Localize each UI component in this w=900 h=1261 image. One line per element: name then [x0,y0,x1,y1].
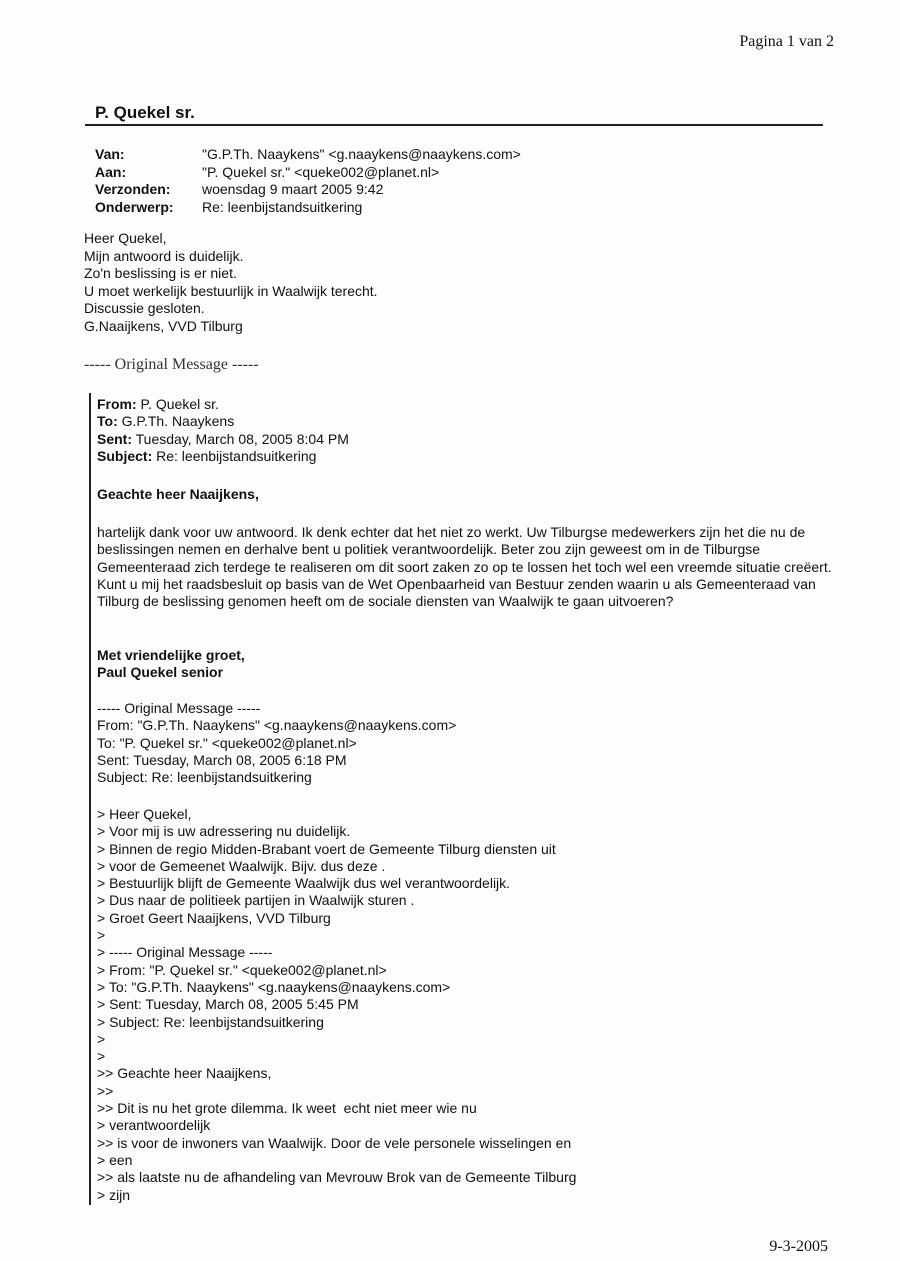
reply-line: G.Naaijkens, VVD Tilburg [84,317,243,334]
nested-meta-line: Subject: Re: leenbijstandsuitkering [97,769,312,786]
quoted-line: > zijn [97,1186,131,1203]
quoted-line: > voor de Gemeenet Waalwijk. Bijv. dus deze . [97,857,386,874]
quoted-line: > [97,927,106,944]
meta-value: Tuesday, March 08, 2005 8:04 PM [132,430,349,447]
quoted-line: >> [97,1082,114,1099]
quoted-line: > [97,1048,106,1065]
quoted-line: > een [97,1151,133,1168]
header-label: Van: [95,146,125,162]
meta-value: P. Quekel sr. [136,396,219,412]
quoted-line: > Subject: Re: leenbijstandsuitkering [97,1013,324,1030]
quoted-paragraph: hartelijk dank voor uw antwoord. Ik denk echter dat het niet zo werkt. Uw Tilburgse medewerkers zijn het die nu de beslissingen nemen en derhalve bent u politiek verantwoordelijk. Beter zou zijn geweest om in de Tilburgse Gemeenteraad zich terdege te realiseren om dit soort zaken zo op te lossen het toch wel een vreemde situatie creëert. Kunt u mij het raadsbesluit op basis van de Wet Openbaarheid van Bestuur zenden waarin u als Gemeenteraad van Tilburg de beslissing genomen heeft om de sociale diensten van Waalwijk te gaan uitvoeren? [97,524,832,610]
header-from [95,146,521,164]
nested-meta-line: From: "G.P.Th. Naaykens" <g.naaykens@naaykens.com> [97,717,457,734]
reply-line: Zo'n beslissing is er niet. [84,265,237,281]
quoted-line: > Dus naar de politieek partijen in Waalwijk sturen . [97,892,415,909]
closing-line: Paul Quekel senior [97,664,224,681]
closing-line: Met vriendelijke groet, [97,647,245,663]
quoted-line: > Voor mij is uw adressering nu duidelijk. [97,823,351,840]
quoted-line: >> Geachte heer Naaijkens, [97,1065,272,1082]
quoted-line: > Binnen de regio Midden-Brabant voert de Gemeente Tilburg diensten uit [97,840,556,857]
quoted-line: > [97,1030,106,1047]
quoted-line: > ----- Original Message ----- [97,944,273,961]
header-label: Verzonden: [95,181,171,197]
quoted-lines [97,806,576,1204]
quoted-line: > From: "P. Quekel sr." <queke002@planet.nl> [97,961,387,978]
reply-line: Discussie gesloten. [84,300,205,316]
meta-value: Re: leenbijstandsuitkering [152,447,317,464]
quoted-line: >> Dit is nu het grote dilemma. Ik weet echt niet meer wie nu [97,1100,477,1117]
quoted-line: > Heer Quekel, [97,806,192,822]
quoted-line: >> als laatste nu de afhandeling van Mevrouw Brok van de Gemeente Tilburg [97,1169,577,1186]
meta-label: From: [97,396,137,412]
header-to [95,164,521,182]
header-value: "G.P.Th. Naaykens" <g.naaykens@naaykens.com> [202,146,521,162]
quoted-line: > Sent: Tuesday, March 08, 2005 5:45 PM [97,996,359,1013]
quoted-line: > Bestuurlijk blijft de Gemeente Waalwijk dus wel verantwoordelijk. [97,875,511,892]
quote-bar [89,393,91,1205]
header-value: Re: leenbijstandsuitkering [202,198,363,215]
header-value: "P. Quekel sr." <queke002@planet.nl> [202,163,440,180]
quoted-meta [97,396,349,465]
quoted-line: > To: "G.P.Th. Naaykens" <g.naaykens@naaykens.com> [97,978,451,995]
nested-meta-line: To: "P. Quekel sr." <queke002@planet.nl> [97,734,357,751]
quoted-line: >> is voor de inwoners van Waalwijk. Door de vele personele wisselingen en [97,1134,572,1151]
title-divider [85,124,823,126]
original-message-separator: ----- Original Message ----- [84,356,259,373]
header-value: woensdag 9 maart 2005 9:42 [202,181,384,197]
header-sent [95,181,521,199]
quoted-greeting: Geachte heer Naaijkens, [97,486,259,502]
meta-label: Sent: [97,430,132,447]
email-header [95,146,521,216]
sender-title: P. Quekel sr. [95,103,195,122]
reply-line: U moet werkelijk bestuurlijk in Waalwijk terecht. [84,282,378,299]
header-subject [95,199,521,217]
quoted-line: > Groet Geert Naaijkens, VVD Tilburg [97,909,331,926]
quoted-closing [97,647,245,682]
footer-date: 9-3-2005 [769,1238,828,1255]
header-label: Aan: [95,163,127,180]
reply-line: Heer Quekel, [84,230,167,246]
meta-label: Subject: [97,447,153,464]
reply-line: Mijn antwoord is duidelijk. [84,247,244,264]
nested-meta-line: Sent: Tuesday, March 08, 2005 6:18 PM [97,751,347,768]
quoted-line: > verantwoordelijk [97,1117,211,1134]
meta-label: To: [97,413,118,430]
page-number: Pagina 1 van 2 [739,33,834,50]
reply-body [84,230,378,335]
nested-meta-line: ----- Original Message ----- [97,700,261,716]
header-label: Onderwerp: [95,198,174,215]
meta-value: G.P.Th. Naaykens [117,413,235,430]
nested-meta [97,700,456,786]
